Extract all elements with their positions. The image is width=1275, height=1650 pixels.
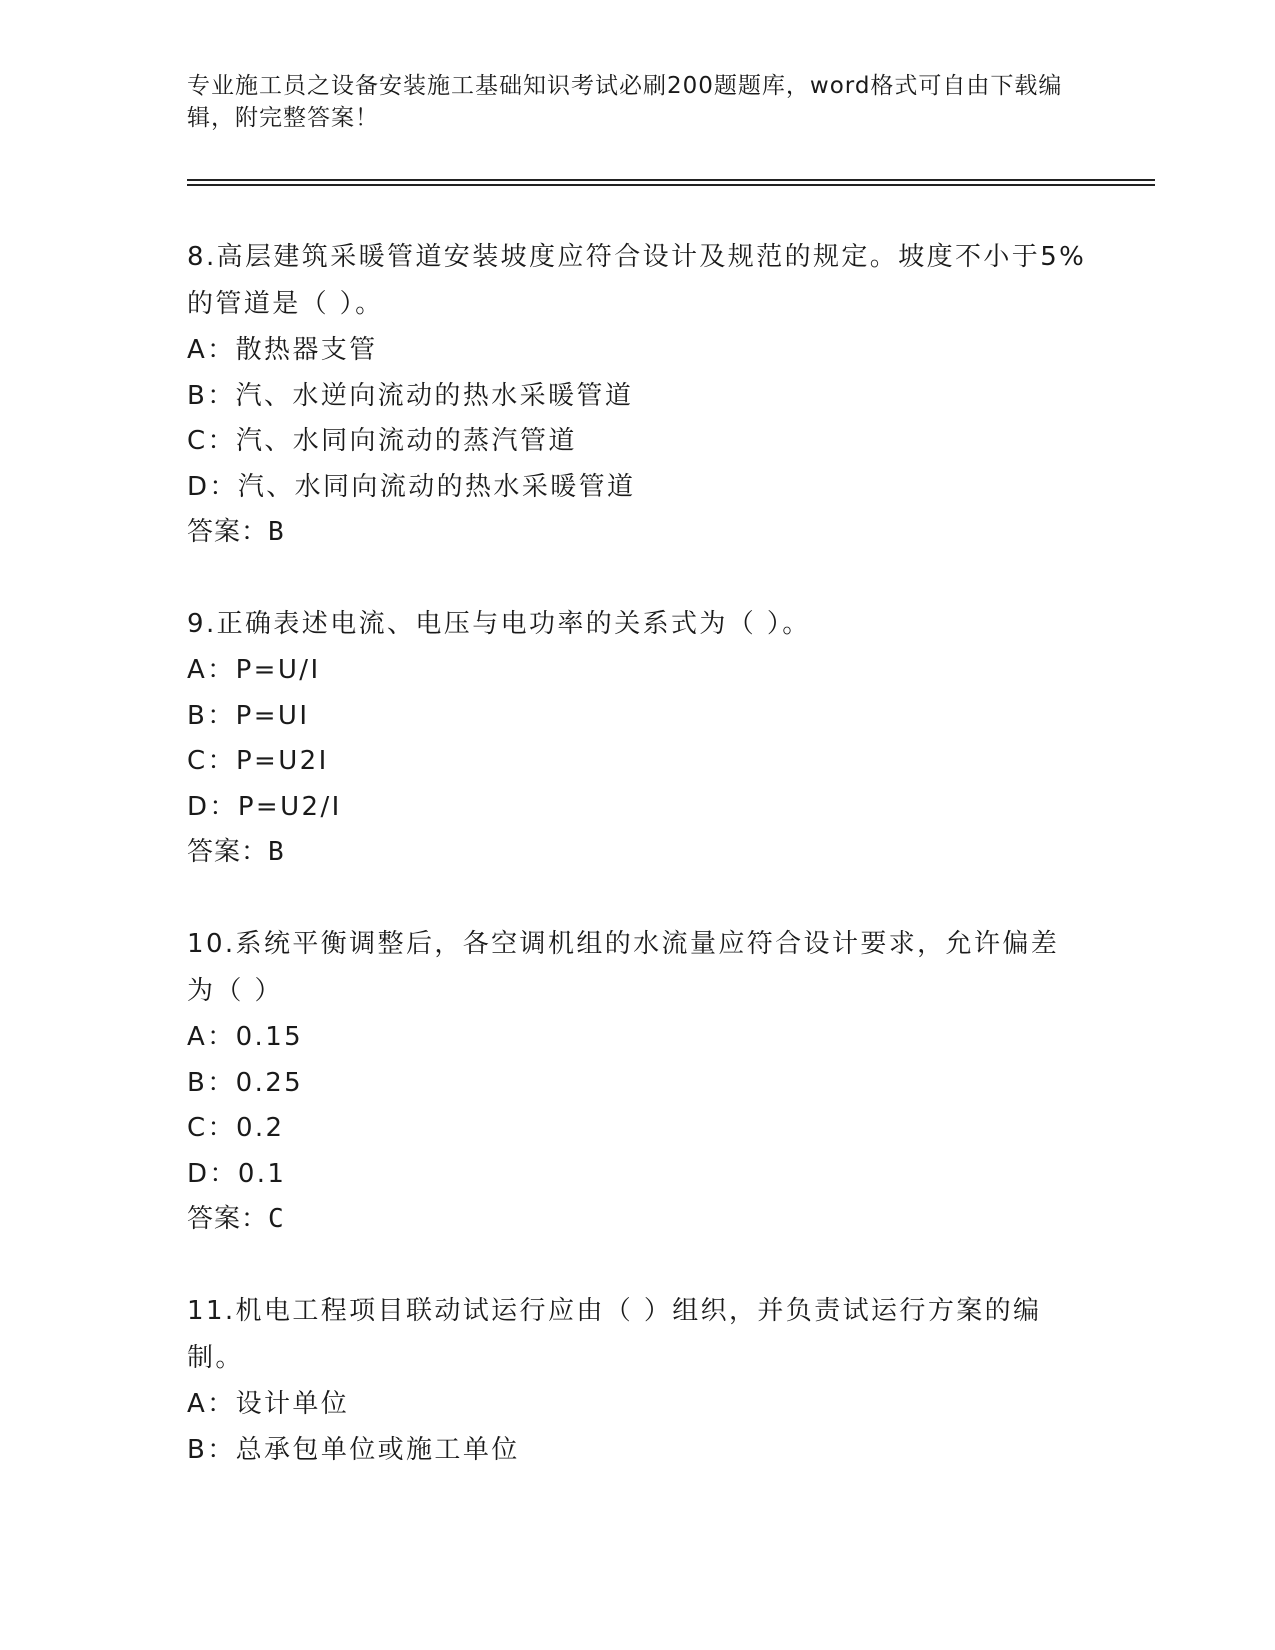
question-9 xyxy=(187,601,1087,876)
option-b: B：P=UI xyxy=(187,700,310,731)
question-stem: 8.高层建筑采暖管道安装坡度应符合设计及规范的规定。坡度不小于5%的管道是（ ）。 xyxy=(187,242,1087,319)
option-d: D：汽、水同向流动的热水采暖管道 xyxy=(187,471,636,502)
document-header: 专业施工员之设备安装施工基础知识考试必刷200题题库，word格式可自由下载编辑，附完整答案！ xyxy=(187,73,1063,131)
option-d: D：0.1 xyxy=(187,1158,287,1189)
header-divider-top xyxy=(187,179,1155,181)
question-stem: 9.正确表述电流、电压与电功率的关系式为（ ）。 xyxy=(187,608,811,639)
question-stem: 10.系统平衡调整后，各空调机组的水流量应符合设计要求，允许偏差为（ ） xyxy=(187,928,1060,1006)
question-list xyxy=(187,234,1087,1518)
answer-label: 答案：B xyxy=(187,837,285,868)
question-10 xyxy=(187,921,1087,1243)
option-a: A：0.15 xyxy=(187,1021,304,1052)
header-divider-bottom xyxy=(187,184,1155,186)
option-d: D：P=U2/I xyxy=(187,791,342,822)
option-c: C：P=U2I xyxy=(187,746,329,777)
option-a: A：散热器支管 xyxy=(187,335,378,365)
option-c: C：0.2 xyxy=(187,1113,285,1144)
option-c: C：汽、水同向流动的蒸汽管道 xyxy=(187,426,577,457)
option-b: B：汽、水逆向流动的热水采暖管道 xyxy=(187,380,634,411)
question-11 xyxy=(187,1288,1087,1473)
answer-label: 答案：B xyxy=(187,517,285,548)
option-a: A：P=U/I xyxy=(187,654,321,685)
option-b: B：0.25 xyxy=(187,1067,304,1098)
answer-label: 答案：C xyxy=(187,1204,285,1235)
question-8 xyxy=(187,234,1087,556)
question-stem: 11.机电工程项目联动试运行应由（ ）组织，并负责试运行方案的编制。 xyxy=(187,1295,1042,1373)
option-a: A：设计单位 xyxy=(187,1388,350,1419)
option-b: B：总承包单位或施工单位 xyxy=(187,1434,520,1465)
